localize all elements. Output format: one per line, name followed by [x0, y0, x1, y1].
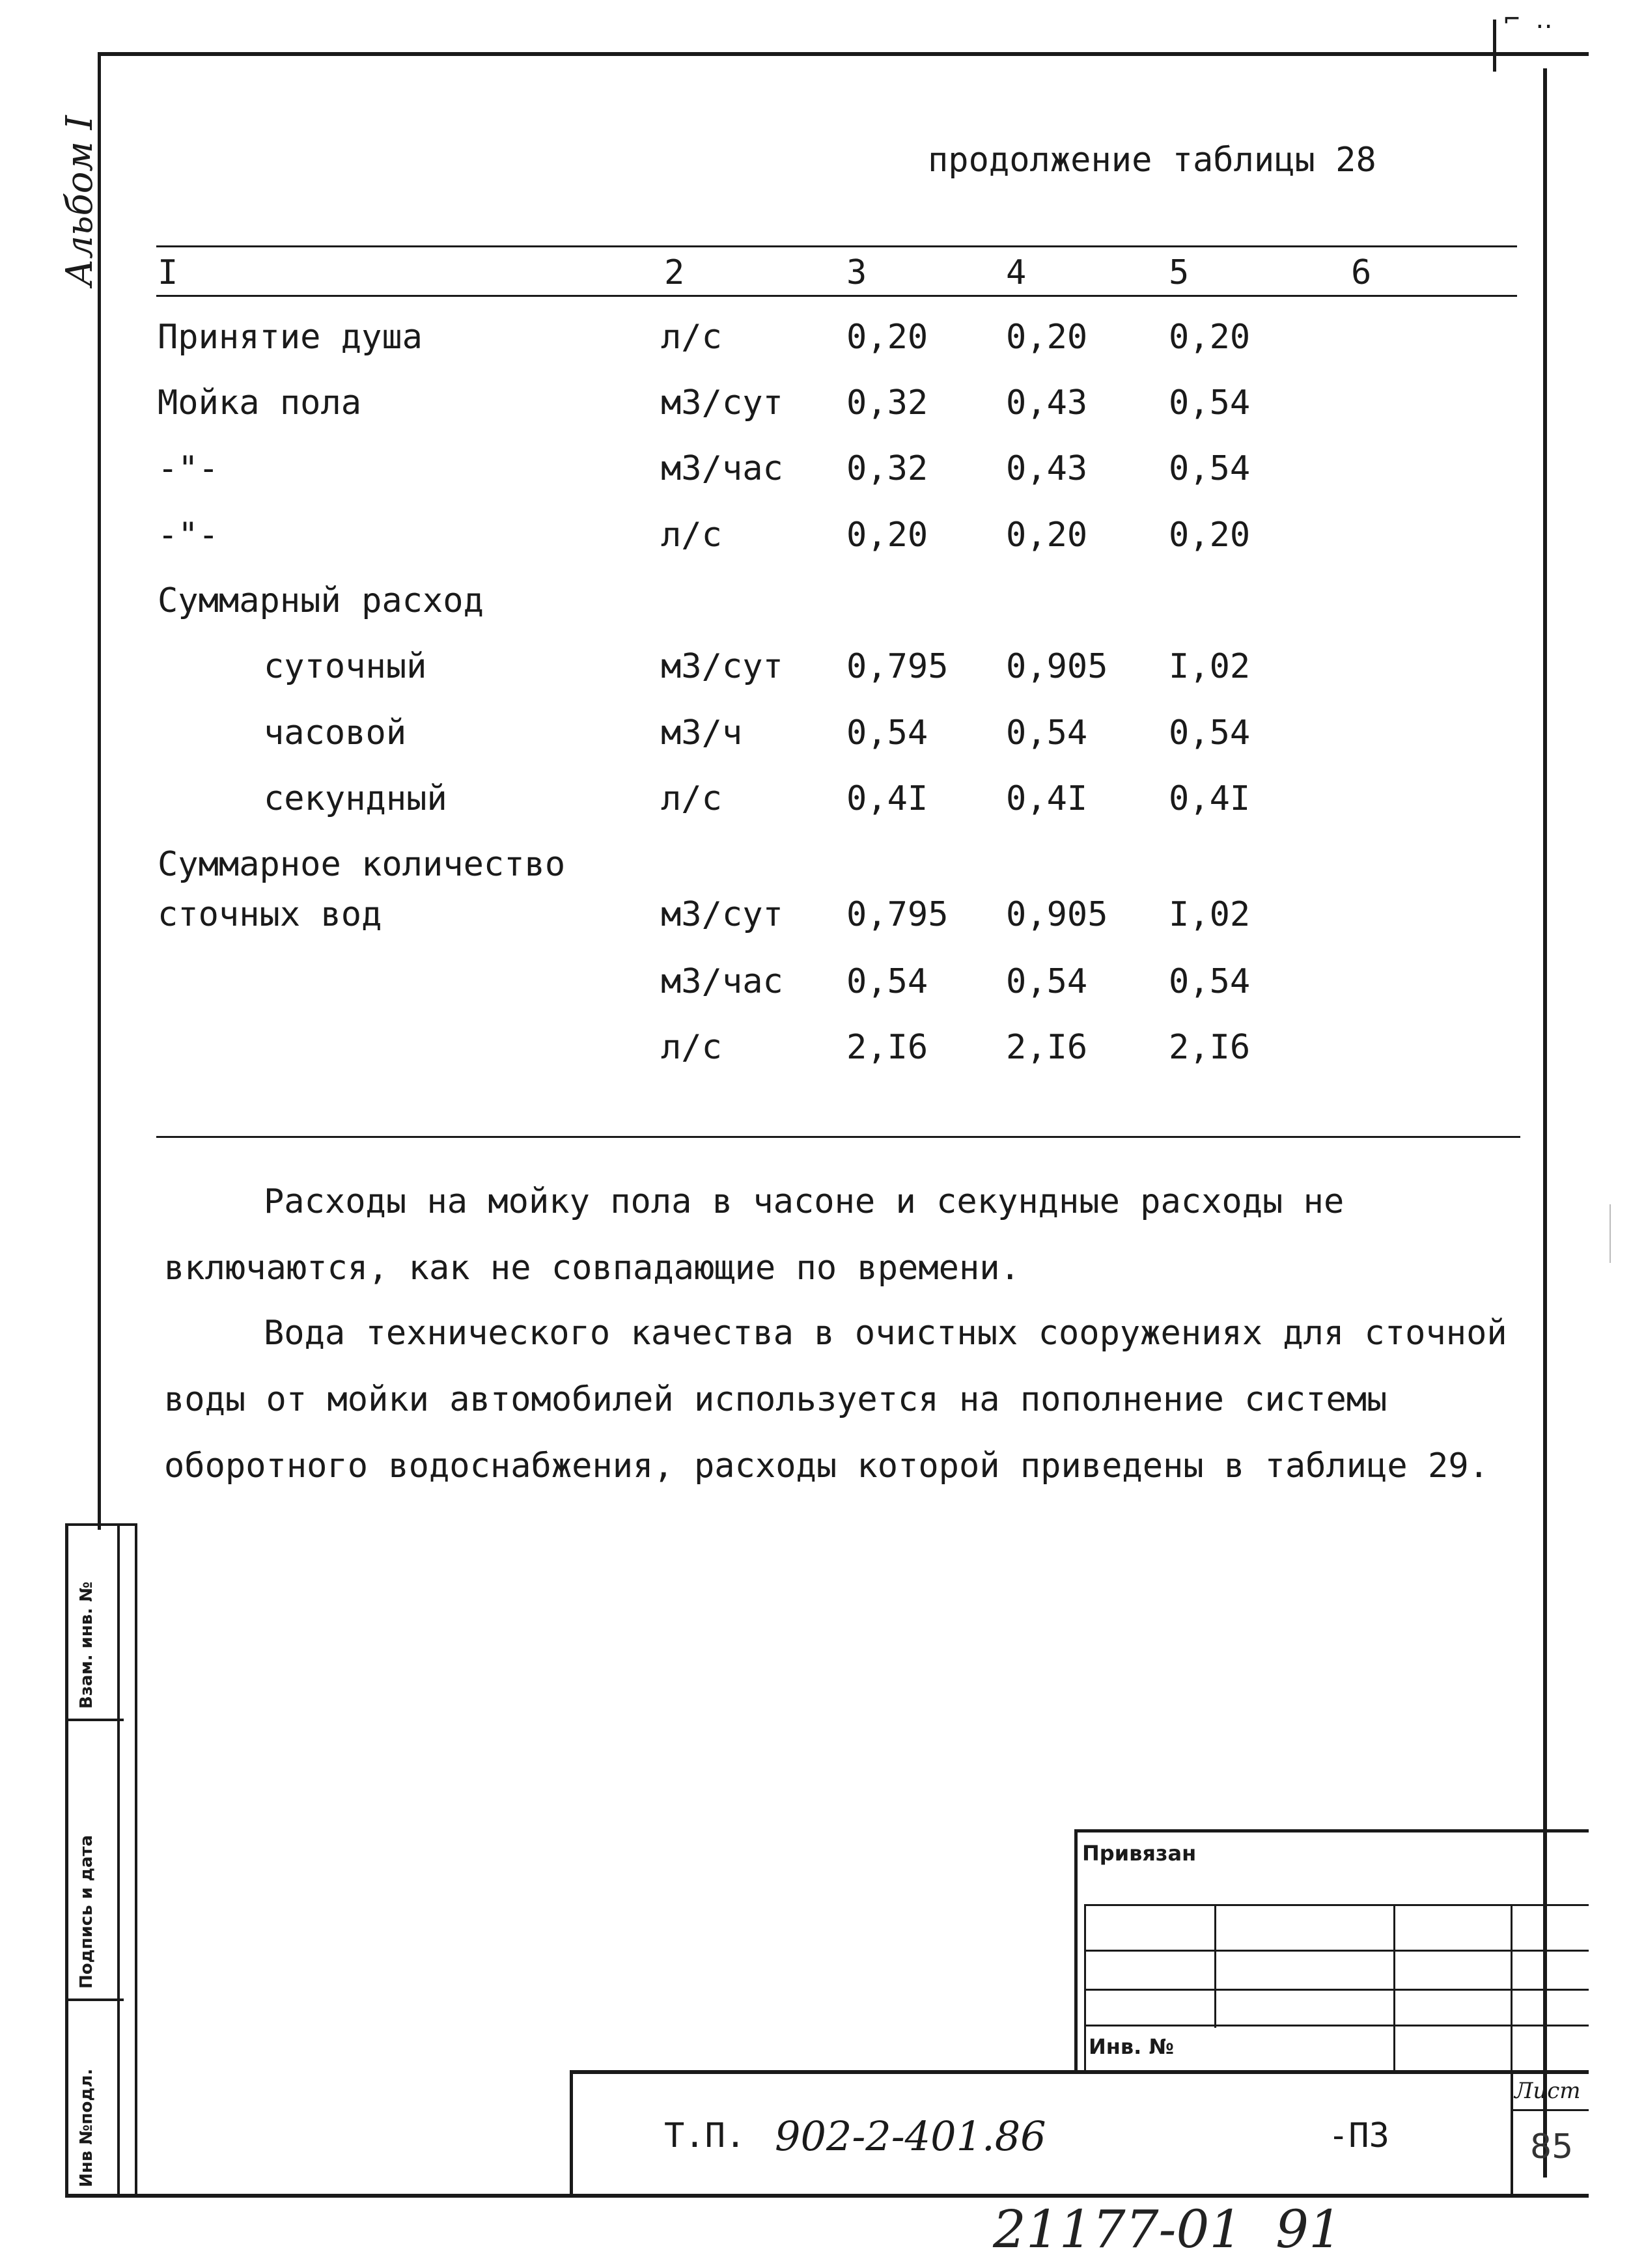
row-value-col-3: 0,32 — [846, 449, 928, 488]
row-value-col-5: I,02 — [1169, 647, 1251, 686]
stamp-row-2 — [1084, 1950, 1589, 1952]
row-unit: м3/ч — [661, 713, 743, 753]
side-label-sign-date: Подпись и дата — [77, 1834, 96, 1989]
row-value-col-4: 0,4I — [1006, 779, 1088, 818]
title-box-top — [570, 2070, 1589, 2074]
row-name: Суммарное количество — [158, 845, 566, 884]
frame-right-line — [1543, 68, 1547, 2178]
paragraph-2-line-1: Вода технического качества в очистных сооружениях для сточной — [264, 1314, 1507, 1353]
row-value-col-5: 0,54 — [1169, 383, 1251, 422]
stamp-privyazan-label: Привязан — [1082, 1841, 1197, 1866]
row-name: секундный — [264, 779, 447, 818]
row-name: -"- — [158, 449, 219, 488]
right-margin-mark — [1610, 1204, 1611, 1263]
row-value-col-3: 0,32 — [846, 383, 928, 422]
stamp-row-3 — [1084, 1989, 1589, 1991]
row-value-col-3: 2,I6 — [846, 1028, 928, 1067]
top-corner-mark: ⌐ ‥ — [1504, 5, 1553, 35]
side-album-label: Альбом I — [59, 115, 101, 286]
row-value-col-5: 2,I6 — [1169, 1028, 1251, 1067]
header-col-4: 4 — [1006, 253, 1027, 292]
row-value-col-5: 0,20 — [1169, 318, 1251, 357]
header-col-1: I — [158, 253, 178, 292]
header-col-5: 5 — [1169, 253, 1190, 292]
doc-code: -ПЗ — [1328, 2116, 1389, 2155]
header-col-6: 6 — [1351, 253, 1372, 292]
stamp-col-1 — [1214, 1904, 1216, 2028]
strip-inner-line — [135, 1523, 137, 2194]
row-value-col-4: 0,54 — [1006, 713, 1088, 753]
stamp-outer-top — [1074, 1829, 1589, 1832]
row-name: Принятие душа — [158, 318, 423, 357]
row-value-col-5: 0,4I — [1169, 779, 1251, 818]
stamp-outer-left — [1074, 1829, 1078, 2070]
row-value-col-4: 0,905 — [1006, 895, 1108, 934]
row-name: сточных вод — [158, 895, 382, 934]
sheet-box-div — [1511, 2109, 1589, 2111]
row-unit: л/с — [661, 318, 722, 357]
strip-div-1 — [65, 1719, 124, 1721]
table-bottom-rule — [156, 1136, 1520, 1138]
row-name: -"- — [158, 516, 219, 555]
paragraph-1-line-2: включаются, как не совпадающие по времени. — [164, 1249, 1020, 1288]
tp-label: Т.П. — [664, 2116, 746, 2155]
title-box-left — [570, 2070, 573, 2197]
strip-div-2 — [65, 1998, 124, 2001]
paragraph-2-line-2: воды от мойки автомобилей используется на пополнение системы — [164, 1380, 1387, 1419]
paragraph-2-line-3: оборотного водоснабжения, расходы которой приведены в таблице 29. — [164, 1446, 1489, 1486]
row-unit: м3/сут — [661, 647, 783, 686]
row-unit: л/с — [661, 779, 722, 818]
row-value-col-3: 0,4I — [846, 779, 928, 818]
stamp-col-3 — [1511, 1904, 1513, 2070]
row-name: суточный — [264, 647, 427, 686]
tp-code: 902-2-401.86 — [775, 2112, 1046, 2160]
frame-top-line — [98, 52, 1589, 56]
row-value-col-5: 0,20 — [1169, 516, 1251, 555]
row-unit: м3/час — [661, 449, 783, 488]
row-value-col-4: 0,43 — [1006, 383, 1088, 422]
row-value-col-4: 0,54 — [1006, 962, 1088, 1001]
strip-mid-line — [117, 1523, 120, 2194]
table-header-rule — [156, 295, 1517, 297]
row-name: Мойка пола — [158, 383, 362, 422]
stamp-row-1 — [1084, 1904, 1589, 1906]
side-label-inv-orig: Инв №подл. — [77, 2068, 96, 2187]
row-value-col-5: 0,54 — [1169, 449, 1251, 488]
strip-outer-line — [65, 1523, 68, 2194]
row-value-col-4: 0,20 — [1006, 516, 1088, 555]
row-unit: м3/сут — [661, 383, 783, 422]
stamp-row-4 — [1084, 2025, 1589, 2026]
bottom-number: 21177-01 91 — [993, 2199, 1342, 2260]
row-unit: м3/сут — [661, 895, 783, 934]
header-col-2: 2 — [664, 253, 685, 292]
row-value-col-5: 0,54 — [1169, 962, 1251, 1001]
table-top-rule — [156, 245, 1517, 247]
row-value-col-3: 0,54 — [846, 713, 928, 753]
stamp-col-2 — [1393, 1904, 1395, 2070]
row-value-col-5: 0,54 — [1169, 713, 1251, 753]
stamp-inner-left — [1084, 1904, 1086, 2070]
sheet-number: 85 — [1530, 2127, 1574, 2166]
header-col-3: 3 — [846, 253, 867, 292]
row-unit: м3/час — [661, 962, 783, 1001]
table-caption: продолжение таблицы 28 — [928, 141, 1376, 180]
sheet-box-left — [1511, 2070, 1513, 2197]
row-value-col-4: 0,43 — [1006, 449, 1088, 488]
paragraph-1-line-1: Расходы на мойку пола в часоне и секундные расходы не — [264, 1182, 1345, 1221]
frame-bottom-line — [65, 2194, 1589, 2198]
row-value-col-5: I,02 — [1169, 895, 1251, 934]
row-value-col-3: 0,795 — [846, 647, 949, 686]
row-value-col-4: 0,20 — [1006, 318, 1088, 357]
row-value-col-3: 0,20 — [846, 516, 928, 555]
row-unit: л/с — [661, 516, 722, 555]
row-value-col-3: 0,54 — [846, 962, 928, 1001]
frame-corner-tick — [1493, 20, 1496, 72]
row-name: часовой — [264, 713, 407, 753]
row-value-col-3: 0,795 — [846, 895, 949, 934]
row-unit: л/с — [661, 1028, 722, 1067]
strip-top-line — [65, 1523, 137, 1526]
side-label-vzam-inv: Взам. инв. № — [77, 1581, 96, 1709]
row-value-col-3: 0,20 — [846, 318, 928, 357]
row-value-col-4: 2,I6 — [1006, 1028, 1088, 1067]
row-name: Суммарный расход — [158, 581, 484, 620]
row-value-col-4: 0,905 — [1006, 647, 1108, 686]
sheet-label: Лист — [1514, 2078, 1581, 2104]
stamp-inv-no-label: Инв. № — [1089, 2034, 1174, 2059]
